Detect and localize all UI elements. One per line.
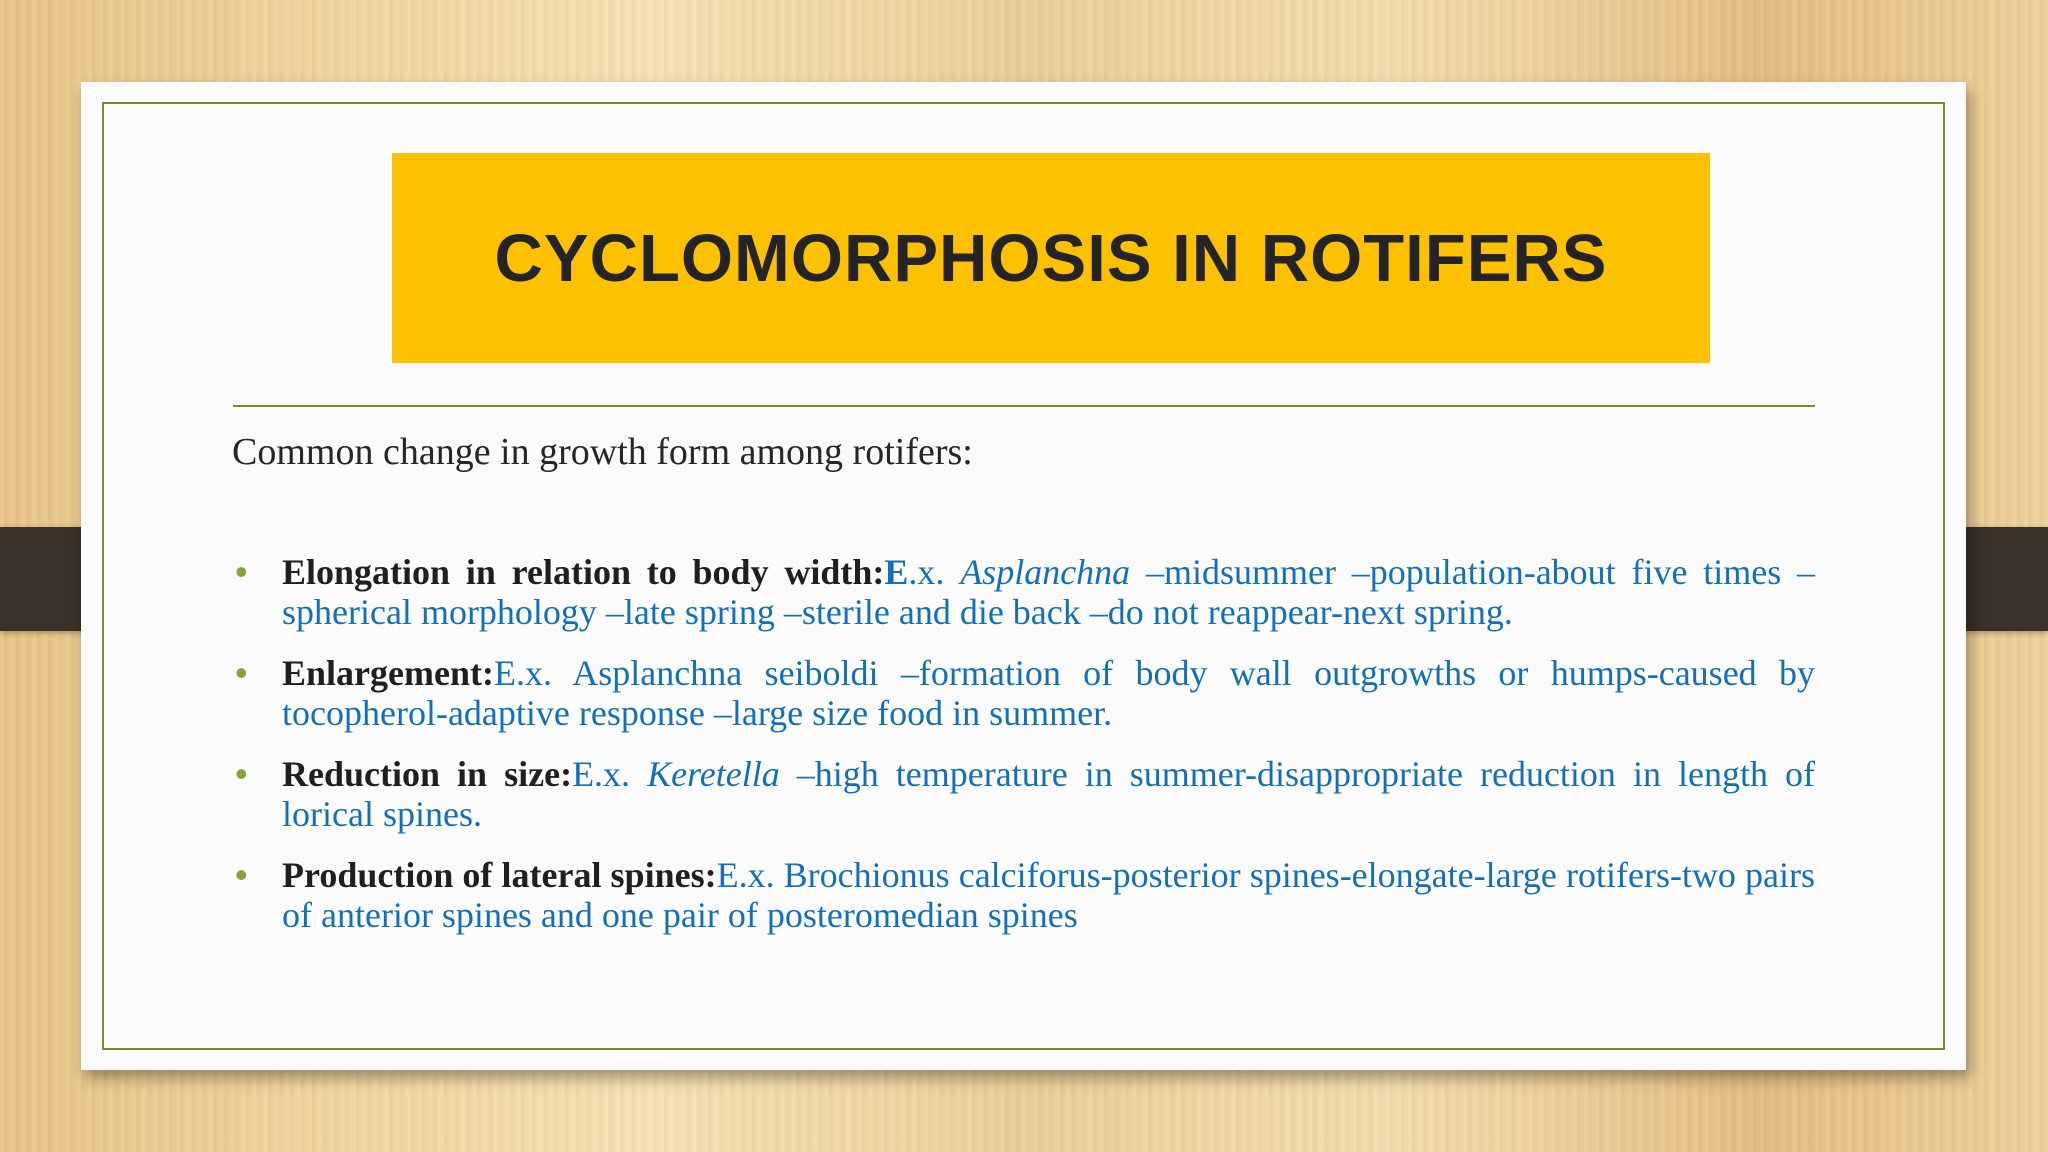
bullet-lead: Production of lateral spines:: [282, 855, 717, 895]
bullet-species: Keretella: [647, 754, 780, 794]
bullet-dot-icon: •: [235, 551, 248, 592]
bullet-lead: Elongation in relation to body width:: [282, 552, 885, 592]
bullet-item-reduction: [233, 754, 1815, 834]
bullet-dot-icon: •: [235, 854, 248, 895]
bullet-item-elongation: [233, 552, 1815, 632]
slide-card: [81, 82, 1966, 1070]
bullet-prefix-bold: E: [884, 552, 909, 592]
title-divider: [233, 405, 1815, 407]
bullet-dot-icon: •: [235, 652, 248, 693]
bullet-text: –midsummer –population-about five times –spherical morphology –late spring –sterile and die back –do not reappear-next spring.: [282, 552, 1815, 632]
slide-title: CYCLOMORPHOSIS IN ROTIFERS: [494, 220, 1608, 296]
bullet-item-enlargement: [233, 653, 1815, 733]
bullet-list: [233, 552, 1815, 956]
bullet-text: –high temperature in summer-disappropriate reduction in length of lorical spines.: [282, 754, 1815, 834]
bullet-lead: Reduction in size:: [282, 754, 573, 794]
bullet-species: Asplanchna: [960, 552, 1131, 592]
intro-text: Common change in growth form among rotifers:: [232, 431, 973, 473]
title-banner: [392, 153, 1710, 363]
bullet-dot-icon: •: [235, 753, 248, 794]
bullet-prefix: .x.: [908, 552, 961, 592]
bullet-text: E.x. Brochionus calciforus-posterior spines-elongate-large rotifers-two pairs of anterior spines and one pair of posteromedian spines: [282, 855, 1815, 935]
bullet-text: E.x. Asplanchna seiboldi –formation of body wall outgrowths or humps-caused by tocopherol-adaptive response –large size food in summer.: [282, 653, 1815, 733]
bullet-lead: Enlargement:: [282, 653, 494, 693]
bullet-item-lateral-spines: [233, 855, 1815, 935]
bullet-prefix: E.x.: [572, 754, 648, 794]
